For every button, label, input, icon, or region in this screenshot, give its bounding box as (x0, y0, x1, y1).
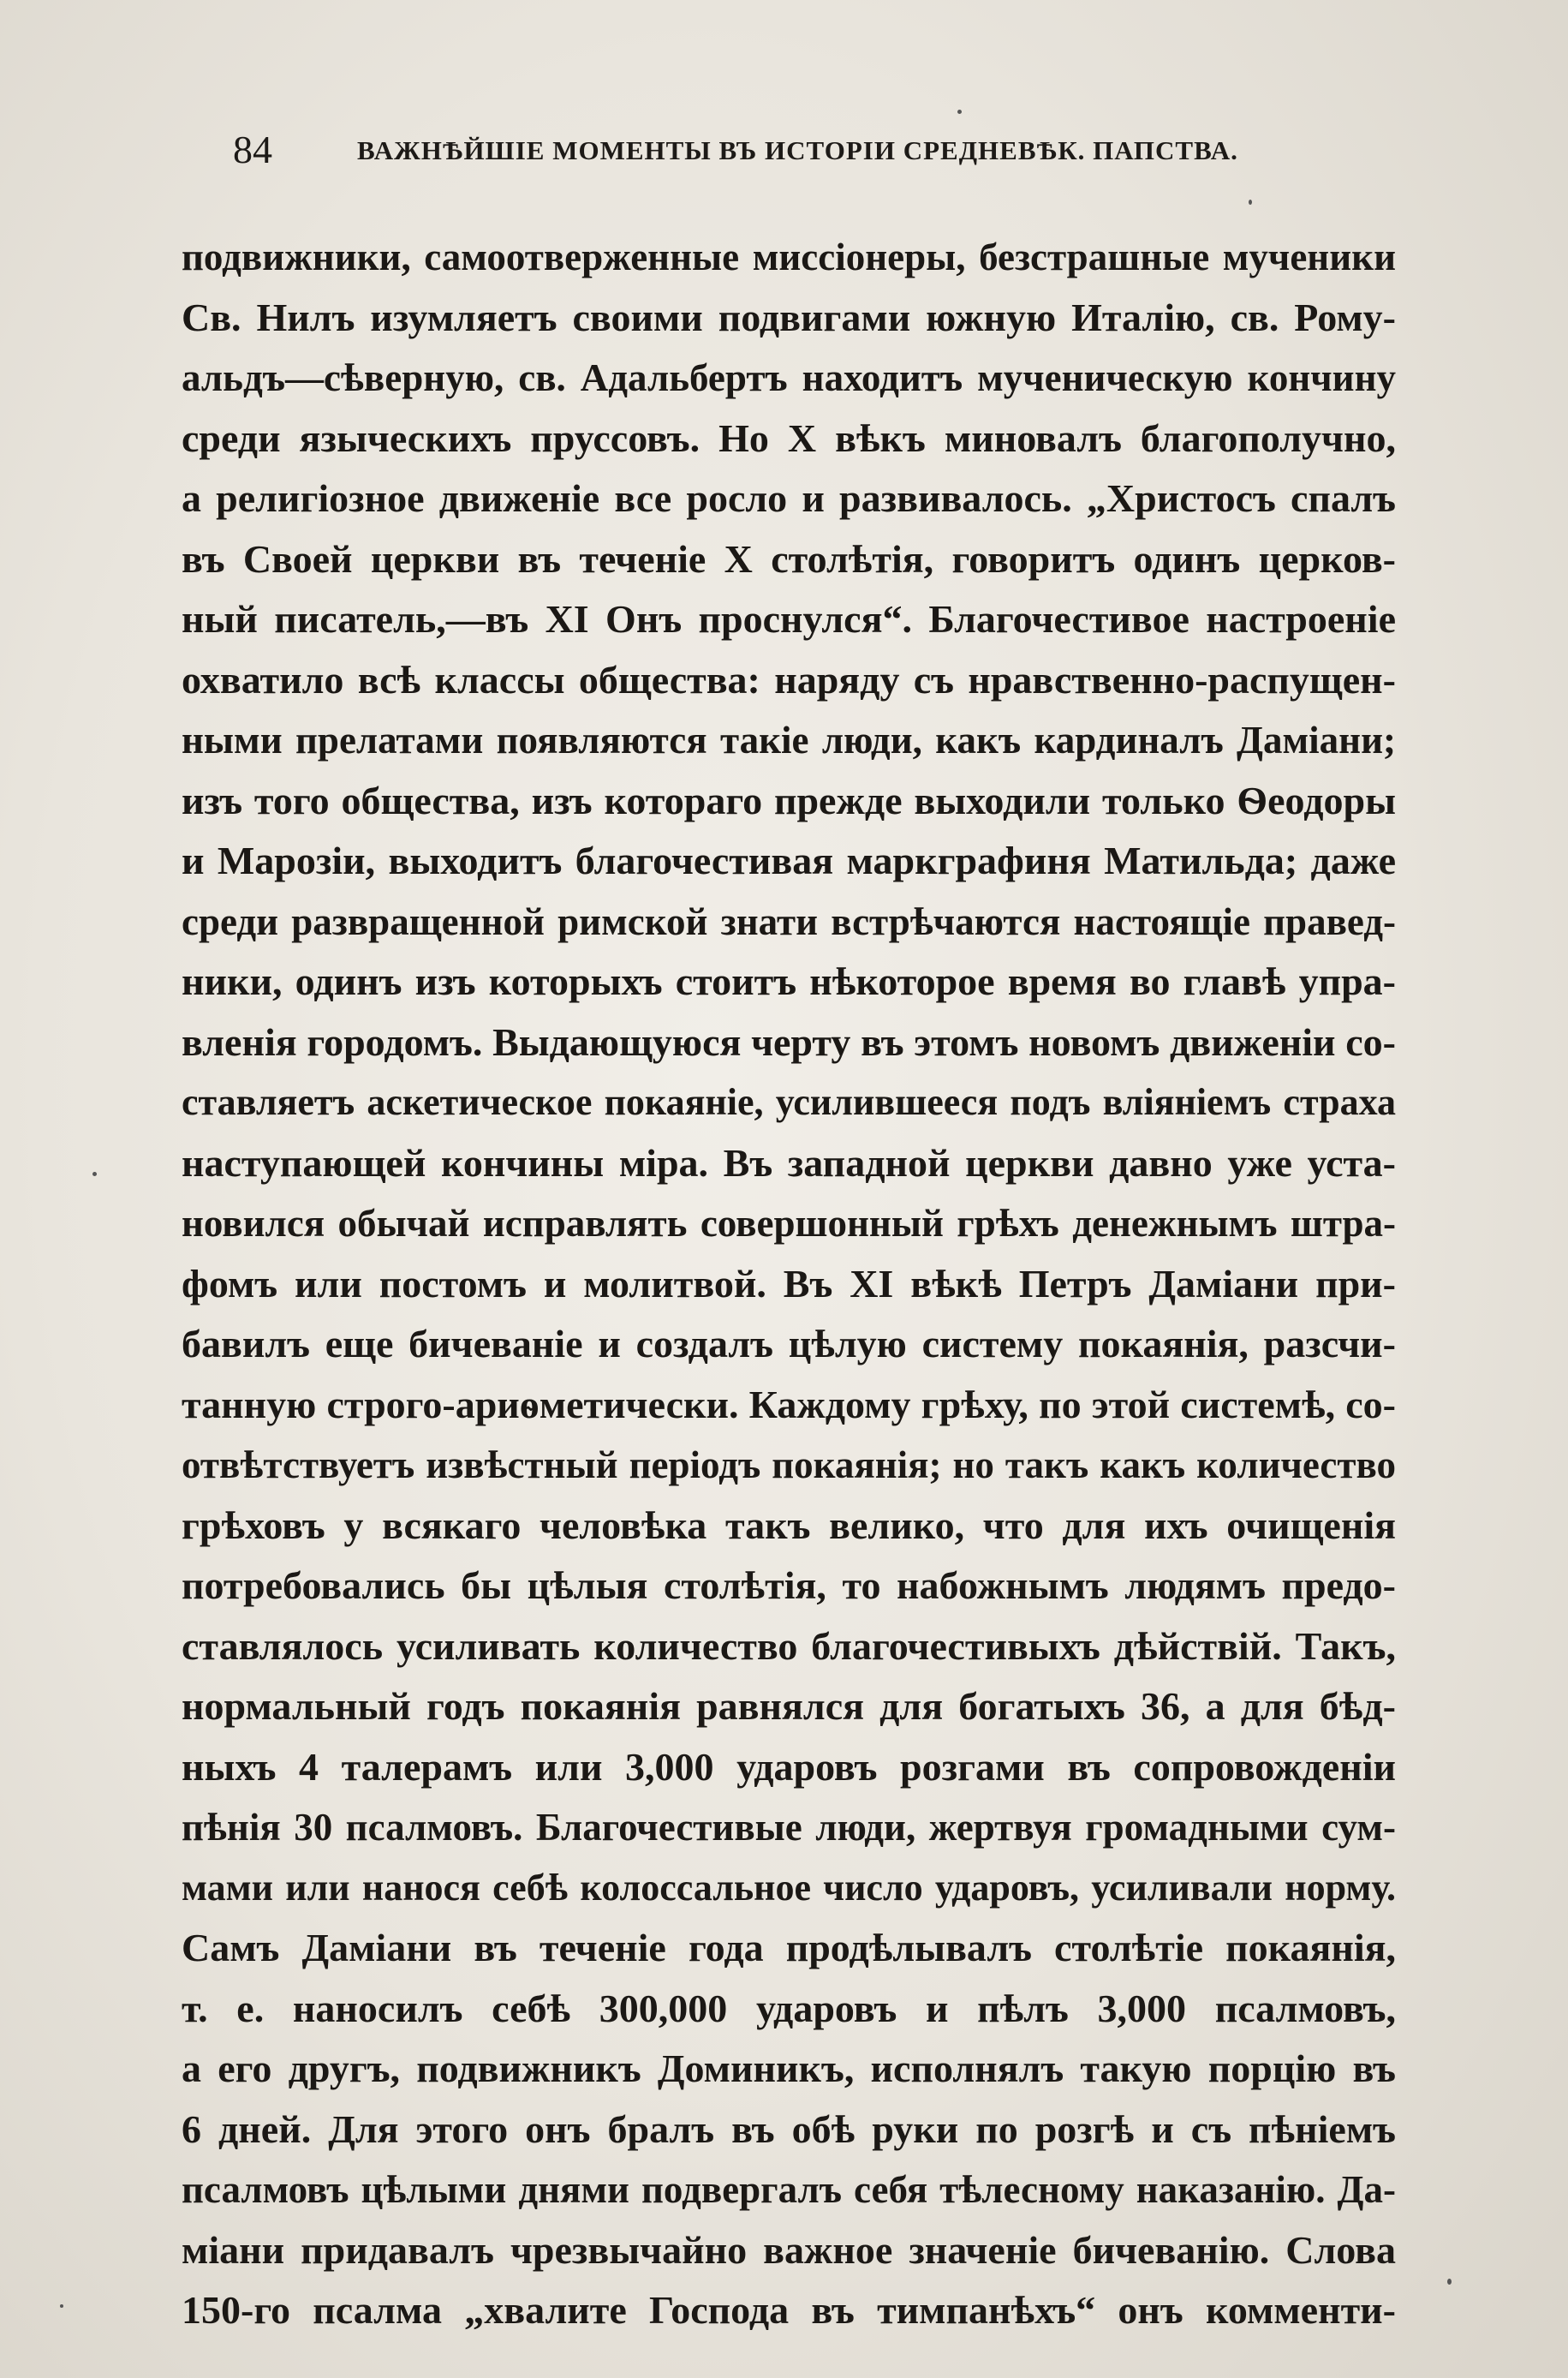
body-text (182, 227, 1396, 2341)
running-head: ВАЖНѢЙШІЕ МОМЕНТЫ ВЪ ИСТОРІИ СРЕДНЕВѢК. ПАПСТВА. (357, 135, 1238, 165)
text-line: альдъ—сѣверную, св. Адальбертъ находитъ мученическую кончину (182, 356, 1396, 399)
text-line: охватило всѣ классы общества: наряду съ нравственно-распущен- (182, 657, 1396, 702)
paper-speck (92, 1172, 97, 1176)
text-line: ставляетъ аскетическое покаяніе, усилившееся подъ вліяніемъ страха (182, 1081, 1396, 1123)
text-line: мами или нанося себѣ колоссальное число ударовъ, усиливали норму. (182, 1866, 1396, 1909)
text-line: бавилъ еще бичеваніе и создалъ цѣлую систему покаянія, разсчи- (182, 1322, 1396, 1365)
text-line: Самъ Даміани въ теченіе года продѣлывалъ столѣтіе покаянія, (182, 1926, 1396, 1969)
text-line: потребовались бы цѣлыя столѣтія, то набожнымъ людямъ предо- (182, 1563, 1396, 1607)
text-line: наступающей кончины міра. Въ западной церкви давно уже уста- (182, 1140, 1396, 1185)
text-line: псалмовъ цѣлыми днями подвергалъ себя тѣлесному наказанію. Да- (182, 2168, 1396, 2211)
text-line: танную строго-ариѳметически. Каждому грѣху, по этой системѣ, со- (182, 1382, 1396, 1426)
text-line: и Марозіи, выходитъ благочестивая маркграфиня Матильда; даже (182, 839, 1396, 882)
paper-speck (1447, 2279, 1452, 2285)
text-line: въ Своей церкви въ теченіе X столѣтія, говоритъ одинъ церков- (182, 536, 1396, 581)
text-line: грѣховъ у всякаго человѣка такъ велико, что для ихъ очищенія (182, 1503, 1396, 1547)
text-line: ники, одинъ изъ которыхъ стоитъ нѣкоторое время во главѣ упра- (182, 959, 1396, 1003)
text-line: 6 дней. Для этого онъ бралъ въ обѣ руки по розгѣ и съ пѣніемъ (182, 2106, 1396, 2151)
text-line: новился обычай исправлять совершонный грѣхъ денежнымъ штра- (182, 1202, 1396, 1245)
text-line: міани придавалъ чрезвычайно важное значеніе бичеванію. Слова (182, 2227, 1396, 2272)
text-line: фомъ или постомъ и молитвой. Въ XI вѣкѣ Петръ Даміани при- (182, 1261, 1396, 1306)
text-line: ными прелатами появляются такіе люди, какъ кардиналъ Даміани; (182, 719, 1396, 762)
paper-speck (60, 2304, 63, 2308)
text-line: т. е. наносилъ себѣ 300,000 ударовъ и пѣлъ 3,000 псалмовъ, (182, 1986, 1396, 2030)
text-line: среди развращенной римской знати встрѣчаются настоящіе правед- (182, 899, 1396, 943)
paper-speck (957, 110, 962, 114)
text-line: ный писатель,—въ XI Онъ проснулся“. Благочестивое настроеніе (182, 597, 1396, 641)
text-line: пѣнія 30 псалмовъ. Благочестивые люди, жертвуя громадными сум- (182, 1806, 1396, 1849)
text-line: изъ того общества, изъ котораго прежде выходили только Ѳеодоры (182, 778, 1396, 822)
text-line: среди языческихъ пруссовъ. Но X вѣкъ миновалъ благополучно, (182, 415, 1396, 460)
text-line: подвижники, самоотверженные миссіонеры, безстрашные мученики (182, 236, 1396, 278)
text-line: Св. Нилъ изумляетъ своими подвигами южную Италію, св. Рому- (182, 295, 1396, 339)
text-line: а религіозное движеніе все росло и развивалось. „Христосъ спалъ (182, 476, 1396, 520)
text-line: ставлялось усиливать количество благочестивыхъ дѣйствій. Такъ, (182, 1623, 1396, 1668)
text-line: ныхъ 4 талерамъ или 3,000 ударовъ розгами въ сопровожденіи (182, 1744, 1396, 1789)
text-line: а его другъ, подвижникъ Доминикъ, исполнялъ такую порцію въ (182, 2046, 1396, 2090)
text-line: 150-го псалма „хвалите Господа въ тимпанѣхъ“ онъ комменти- (182, 2288, 1396, 2332)
page-number: 84 (233, 128, 272, 171)
page-header (233, 127, 1261, 178)
text-line: вленія городомъ. Выдающуюся черту въ этомъ новомъ движеніи со- (182, 1019, 1396, 1064)
text-line: отвѣтствуетъ извѣстный періодъ покаянія; но такъ какъ количество (182, 1443, 1396, 1486)
text-line: нормальный годъ покаянія равнялся для богатыхъ 36, а для бѣд- (182, 1684, 1396, 1728)
paper-speck (1249, 200, 1252, 205)
